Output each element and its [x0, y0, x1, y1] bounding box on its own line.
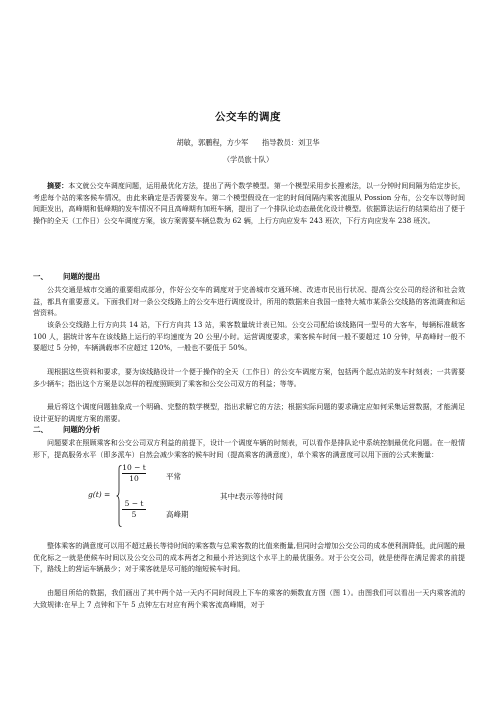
abstract-text: 本文就公交车调度问题，运用最优化方法，提出了两个数学模型。第一个模型采用步长搜索法，以一分钟时间间隔为给定步长，考虑每个站的乘客候车情况，由此来确定是否需要发车。第二个模型假设在一定的时间间隔内乘客流服从 Possion 分布，公交车以等时间间距发出，高峰期和低峰期的发车情况不同且高峰期有加班车辆，提出了一个排队论动态最优化设计模型。依据算法运行的结果给出了便于操作的全天（工作日）公交车调度方案，该方案需要车辆总数为 62 辆，上行方向应发车 243 班次，下行方向应发车 238 班次。 — [33, 181, 465, 225]
section-1-paragraph: 公共交通是城市交通的重要组成部分，作好公交车的调度对于完善城市交通环境、改进市民出行状况、提高公交公司的经济和社会效益，都具有重要意义。下面我们对一条公交线路上的公交车进行调度设计，所用的数据来自我国一座特大城市某条公交线路的客流调查和运营资料。 — [33, 285, 465, 317]
section-1-number: 一、 — [33, 272, 48, 281]
affiliation: （学员旅十队） — [222, 155, 274, 164]
fraction-numerator: 5 − t — [122, 499, 146, 510]
formula-note: 其中t表示等待时间 — [220, 492, 284, 501]
section-2-heading — [33, 424, 100, 435]
satisfaction-formula — [88, 461, 328, 531]
section-1-heading — [33, 271, 100, 282]
fraction-denominator: 5 — [131, 510, 137, 519]
fraction-denominator: 10 — [129, 474, 139, 483]
section-2-paragraph: 由题目所给的数据，我们画出了其中两个站一天内不同时间段上下车的乘客的频数直方图（图 1）。由图我们可以看出一天内乘客流的大致规律:在早上 7 点钟和下午 5 点钟左右对应有两个乘客流高峰期，对于 — [33, 588, 465, 609]
fraction-peak — [122, 499, 146, 519]
variable-t: t — [235, 492, 239, 501]
case-label-peak: 高峰期 — [166, 510, 189, 519]
section-1-paragraph: 现根据这些资料和要求，要为该线路设计一个便于操作的全天（工作日）的公交车调度方案，包括两个起点站的发车时刻表；一共需要多少辆车；指出这个方案是以怎样的程度照顾到了乘客和公交公司双方的利益；等等。 — [33, 367, 465, 388]
abstract-label: 摘要： — [47, 181, 69, 190]
section-1-paragraph: 该条公交线路上行方向共 14 站，下行方向共 13 站，乘客数量统计表已知。公交公司配给该线路同一型号的大客车，每辆标准载客 100 人，据统计客车在该线路上运行的平均速度为 20 公里/小时。运营调度要求，乘客候车时间一般不要超过 10 分钟，早高峰时一般不要超过 5 分钟，车辆满载率不应超过 120%，一般也不要低于 50%。 — [33, 320, 465, 352]
formula-lhs: g(t) = — [88, 490, 111, 499]
section-1-paragraph: 最后将这个调度问题抽象成一个明确、完整的数学模型，指出求解它的方法；根据实际问题的要求确定应如何采集运营数据，才能满足设计更好的调度方案的需要。 — [33, 402, 465, 423]
fraction-normal — [122, 463, 146, 483]
section-2-title: 问题的分析 — [63, 425, 100, 434]
author-line: 胡敏，郭鹏程，方少军 指导教员：刘卫华 — [176, 138, 320, 147]
paper-title: 公交车的调度 — [215, 111, 281, 123]
section-2-number: 二、 — [33, 425, 48, 434]
section-2-paragraph: 问题要求在照顾乘客和公交公司双方利益的前提下，设计一个调度车辆的时刻表，可以看作是排队论中系统控制最优化问题。在一般情形下，提高服务水平（即多派车）自然会减少乘客的候车时间（提高乘客的满意度），单个乘客的满意度可以用下面的公式来衡量： — [33, 438, 465, 459]
abstract — [33, 180, 465, 226]
case-label-normal: 平常 — [166, 472, 181, 481]
section-1-title: 问题的提出 — [63, 272, 100, 281]
fraction-numerator: 10 − t — [122, 463, 146, 472]
section-2-paragraph: 整体乘客的满意度可以用不超过最长等待时间的乘客数与总乘客数的比值来衡量,但同时会增加公交公司的成本使利润降低，此问题的最优化标之一就是使候车时间以及公交公司的成本两者之和最小并达到这个水平上的最优服务。对于公交公司，就是使得在满足需求的前提下，路线上的营运车辆最少；对于乘客就是尽可能的缩短候车时间。 — [33, 541, 466, 573]
